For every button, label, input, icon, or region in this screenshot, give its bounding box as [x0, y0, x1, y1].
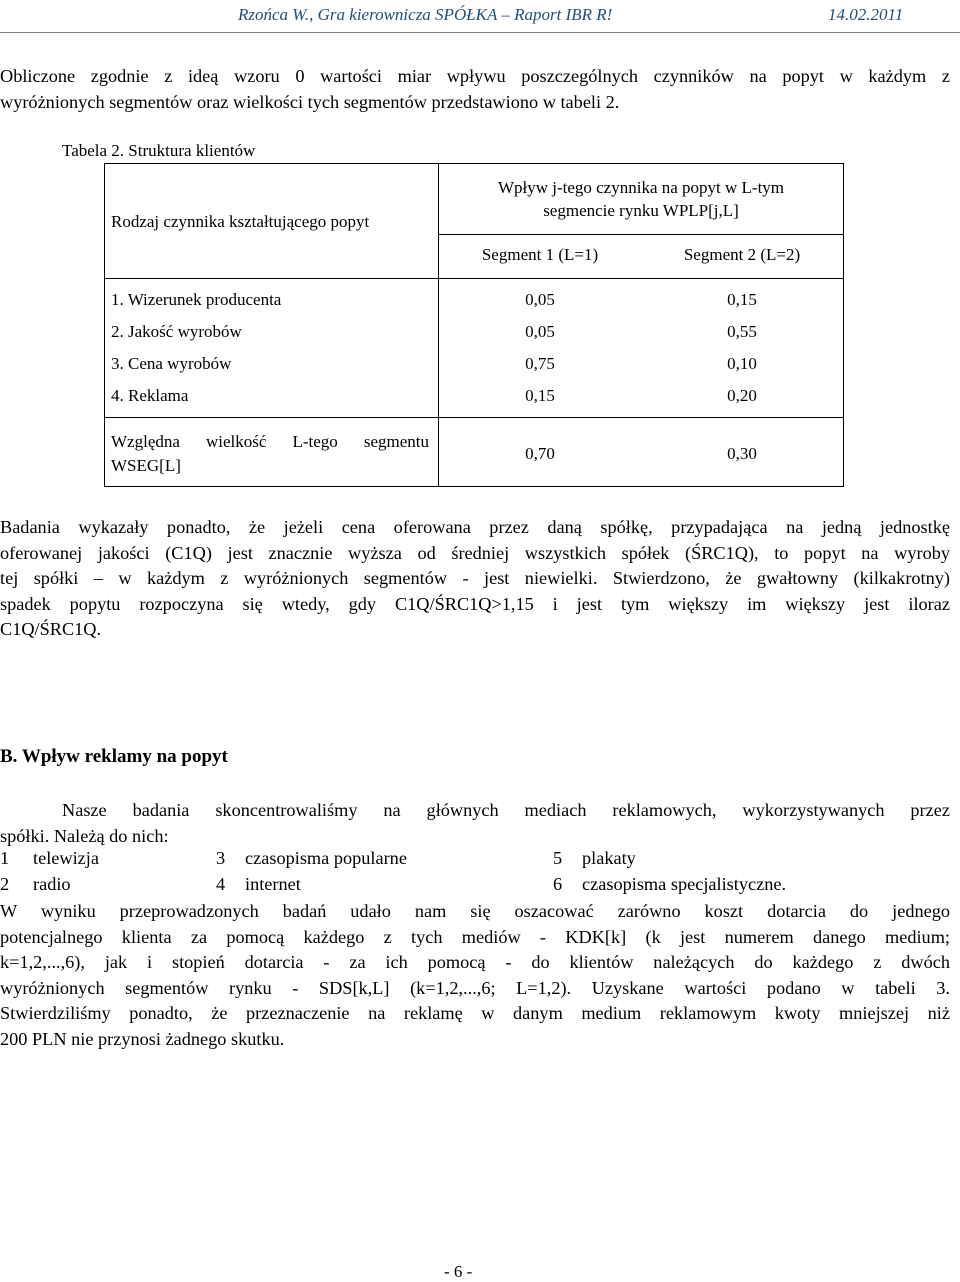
table-row-label: 3. Cena wyrobów [111, 354, 232, 373]
media-name: telewizja [33, 848, 99, 868]
media-num: 1 [0, 848, 10, 868]
intro-paragraph [0, 64, 950, 115]
table-header-segment2: Segment 2 (L=2) [683, 245, 801, 264]
table-row-label: 2. Jakość wyrobów [111, 322, 242, 341]
section-title: B. Wpływ reklamy na popyt [0, 746, 228, 767]
section-body-line: W wyniku przeprowadzonych badań udało nam się oszacować zarówno koszt dotarcia do jednego [0, 901, 950, 921]
section-body-line: potencjalnego klienta za pomocą każdego z tych mediów - KDK[k] (k jest numerem danego medium; [0, 926, 950, 947]
table-header-factor: Rodzaj czynnika kształtującego popyt [111, 212, 370, 231]
table-cell-s1: 0,05 [525, 290, 555, 309]
table-cell-s1: 0,15 [525, 386, 555, 405]
table-cell-s2: 0,10 [727, 354, 757, 373]
section-body-line: 200 PLN nie przynosi żadnego skutku. [0, 1028, 285, 1049]
findings-line: Badania wykazały ponadto, że jeżeli cena oferowana przez daną spółkę, przypadająca na jedną jednostkę [0, 517, 950, 537]
table-cell-s1: 0,75 [525, 354, 555, 373]
media-num: 4 [216, 874, 226, 894]
table-header-group-line1: Wpływ j-tego czynnika na popyt w L-tym [497, 178, 785, 197]
media-name: czasopisma specjalistyczne. [582, 874, 787, 894]
media-num: 5 [553, 848, 563, 868]
section-body-line: Stwierdziliśmy ponadto, że przeznaczenie na reklamę w danym medium reklamowym kwoty mniejszej niż [0, 1003, 950, 1024]
media-name: czasopisma popularne [245, 848, 407, 868]
intro-line: Obliczone zgodnie z ideą wzoru 0 wartości miar wpływu poszczególnych czynników na popyt w każdym z [0, 66, 950, 86]
table-cell-s2: 0,55 [727, 322, 757, 341]
page-number: - 6 - [444, 1262, 473, 1281]
media-list-row [0, 874, 950, 900]
findings-line: C1Q/ŚRC1Q. [0, 619, 102, 640]
section-intro-line: spółki. Należą do nich: [0, 825, 169, 846]
intro-line: wyróżnionych segmentów oraz wielkości tych segmentów przedstawiono w tabeli 2. [0, 91, 620, 112]
media-name: plakaty [582, 848, 636, 868]
table-size-s2: 0,30 [727, 444, 757, 463]
table-caption: Tabela 2. Struktura klientów [62, 141, 256, 160]
table-header-segment1: Segment 1 (L=1) [481, 245, 599, 264]
table-row-label: 4. Reklama [111, 386, 189, 405]
header-date: 14.02.2011 [828, 5, 904, 24]
table-cell-s2: 0,15 [727, 290, 757, 309]
header-title: Rzońca W., Gra kierownicza SPÓŁKA – Raport IBR R! [238, 5, 613, 24]
section-intro-line: Nasze badania skoncentrowaliśmy na głównych mediach reklamowych, wykorzystywanych przez [62, 800, 950, 820]
media-num: 2 [0, 874, 10, 894]
section-body-line: k=1,2,...,6), jak i stopień dotarcia - za ich pomocą - do klientów należących do każdego z dwóch [0, 952, 950, 973]
media-num: 3 [216, 848, 226, 868]
table-divider-size [104, 417, 844, 418]
findings-line: spadek popytu rozpoczyna się wtedy, gdy C1Q/ŚRC1Q>1,15 i jest tym większy im większy jest iloraz [0, 593, 950, 614]
media-list-row [0, 848, 950, 874]
media-num: 6 [553, 874, 563, 894]
section-intro [0, 798, 950, 849]
findings-paragraph [0, 515, 950, 643]
section-body-line: wyróżnionych segmentów rynku - SDS[k,L] (k=1,2,...,6; L=1,2). Uzyskane wartości podano w tabeli 3. [0, 977, 950, 998]
table-divider-subheader [438, 234, 844, 235]
table-cell-s1: 0,05 [525, 322, 555, 341]
findings-line: oferowanej jakości (C1Q) jest znacznie wyższa od średniej wszystkich spółek (ŚRC1Q), to popyt na wyroby [0, 542, 950, 563]
header-divider [0, 32, 960, 33]
table-cell-s2: 0,20 [727, 386, 757, 405]
media-name: internet [245, 874, 301, 894]
section-body [0, 899, 950, 1053]
table-size-label-line2: WSEG[L] [111, 456, 181, 475]
table-size-label-line1: Względna wielkość L-tego segmentu [111, 432, 429, 451]
table-header-group-line2: segmencie rynku WPLP[j,L] [543, 201, 739, 220]
table-row-label: 1. Wizerunek producenta [111, 290, 282, 309]
media-name: radio [33, 874, 71, 894]
page-header [0, 0, 960, 32]
table-divider-header [104, 278, 844, 279]
findings-line: tej spółki – w każdym z wyróżnionych segmentów - jest niewielki. Stwierdzono, że gwałtowny (kilkakrotny) [0, 568, 950, 589]
table-size-s1: 0,70 [525, 444, 555, 463]
